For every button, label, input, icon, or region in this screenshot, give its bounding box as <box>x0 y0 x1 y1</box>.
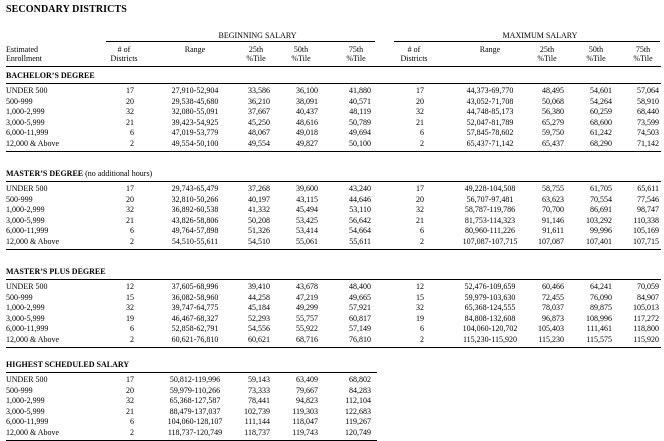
cell-b-n: 20 <box>126 385 134 395</box>
cell-m-n: 15 <box>416 292 424 302</box>
cell-b-50: 36,100 <box>296 86 318 95</box>
cell-m-50: 68,290 <box>590 139 612 148</box>
cell-m-25: 107,087 <box>538 237 564 246</box>
section-title-text: HIGHEST SCHEDULED SALARY <box>6 360 130 369</box>
cell-m-50: 54,601 <box>590 86 612 95</box>
cell-b-25: 39,410 <box>248 282 270 291</box>
cell-m-50: 99,996 <box>590 226 612 236</box>
cell-m-n: 21 <box>416 117 424 127</box>
cell-b-25: 51,326 <box>248 226 270 236</box>
cell-b-n: 2 <box>130 237 134 246</box>
cell-m-n: 17 <box>416 184 424 193</box>
cell-m-25: 91,611 <box>542 226 564 236</box>
cell-m-75: 73,599 <box>637 117 659 127</box>
cell-m-25: 91,146 <box>542 215 564 225</box>
cell-label: 1,000-2,999 <box>6 205 45 215</box>
cell-b-75: 60,817 <box>349 313 371 323</box>
cell-b-n: 6 <box>130 324 134 334</box>
cell-m-75: 58,910 <box>637 96 659 106</box>
cell-b-75: 76,810 <box>349 335 371 344</box>
cell-b-25: 45,184 <box>248 303 270 313</box>
maximum-p50-header: 50th %Tile <box>586 45 606 63</box>
cell-b-50: 47,219 <box>296 292 318 302</box>
cell-m-range: 65,368-124,555 <box>464 303 516 313</box>
cell-m-n: 2 <box>420 237 424 246</box>
cell-label: 6,000-11,999 <box>6 324 49 334</box>
maximum-p75-header: 75th %Tile <box>633 45 653 63</box>
cell-b-25: 40,197 <box>248 194 270 204</box>
cell-b-75: 55,611 <box>349 237 371 246</box>
beginning-range-header: Range <box>184 45 206 54</box>
cell-b-range: 36,082-58,960 <box>171 292 219 302</box>
cell-m-25: 58,755 <box>542 184 564 193</box>
cell-b-range: 46,467-68,327 <box>171 313 219 323</box>
cell-m-50: 103,292 <box>586 215 612 225</box>
cell-b-25: 50,208 <box>248 215 270 225</box>
cell-b-50: 55,061 <box>296 237 318 246</box>
cell-b-25: 36,210 <box>248 96 270 106</box>
cell-b-n: 17 <box>126 184 134 193</box>
cell-m-n: 32 <box>416 303 424 313</box>
table-row <box>0 118 664 128</box>
cell-label: 6,000-11,999 <box>6 417 49 427</box>
cell-b-75: 54,664 <box>349 226 371 236</box>
cell-b-n: 32 <box>126 303 134 313</box>
cell-label: UNDER 500 <box>6 282 48 291</box>
cell-m-range: 84,808-132,608 <box>464 313 516 323</box>
cell-m-50: 111,461 <box>586 324 612 334</box>
section-title-text: BACHELOR’S DEGREE <box>6 71 95 80</box>
cell-b-n: 21 <box>126 117 134 127</box>
section-title <box>6 360 129 369</box>
maximum-salary-header: MAXIMUM SALARY <box>502 31 578 40</box>
section-title-text: MASTER’S DEGREE <box>6 169 84 178</box>
cell-b-50: 55,922 <box>296 324 318 334</box>
cell-label: UNDER 500 <box>6 184 48 193</box>
cell-b-range: 32,810-50,266 <box>171 194 219 204</box>
cell-b-range: 47,019-53,779 <box>171 128 219 138</box>
cell-m-n: 20 <box>416 96 424 106</box>
cell-b-25: 48,067 <box>248 128 270 138</box>
cell-b-n: 17 <box>126 375 134 384</box>
cell-b-25: 37,268 <box>248 184 270 193</box>
cell-b-range: 65,368-127,587 <box>169 396 221 406</box>
section-subtitle: (no additional hours) <box>83 169 153 178</box>
section-title-text: MASTER’S PLUS DEGREE <box>6 267 106 276</box>
cell-b-25: 111,144 <box>244 417 270 427</box>
cell-b-n: 32 <box>126 205 134 215</box>
cell-b-n: 20 <box>126 194 134 204</box>
cell-b-n: 32 <box>126 396 134 406</box>
cell-m-50: 64,241 <box>590 282 612 291</box>
enrollment-header: Estimated Enrollment <box>6 45 42 63</box>
maximum-districts-header: # of Districts <box>400 45 428 63</box>
table-row <box>0 417 664 427</box>
cell-b-75: 119,267 <box>345 417 371 427</box>
table-row <box>0 237 664 247</box>
cell-b-25: 54,556 <box>248 324 270 334</box>
cell-label: 6,000-11,999 <box>6 128 49 138</box>
section-title <box>6 169 152 178</box>
cell-b-50: 45,494 <box>296 205 318 215</box>
cell-m-75: 118,800 <box>633 324 659 334</box>
cell-b-50: 63,409 <box>296 375 318 384</box>
cell-b-n: 21 <box>126 406 134 416</box>
cell-m-n: 2 <box>420 139 424 148</box>
cell-b-75: 44,646 <box>349 194 371 204</box>
cell-m-n: 6 <box>420 226 424 236</box>
cell-b-range: 59,979-110,266 <box>169 385 221 395</box>
cell-label: 12,000 & Above <box>6 237 60 246</box>
cell-m-50: 70,554 <box>590 194 612 204</box>
table-row <box>0 282 664 292</box>
cell-b-n: 19 <box>126 313 134 323</box>
cell-b-50: 38,091 <box>296 96 318 106</box>
cell-m-50: 54,264 <box>590 96 612 106</box>
beginning-p75-header: 75th %Tile <box>346 45 366 63</box>
cell-m-75: 57,064 <box>637 86 659 95</box>
cell-b-50: 40,437 <box>296 107 318 117</box>
cell-m-range: 115,230-115,920 <box>462 335 518 344</box>
beginning-p25-header: 25th %Tile <box>246 45 266 63</box>
cell-b-range: 52,858-62,791 <box>171 324 219 334</box>
cell-b-range: 104,060-128,107 <box>167 417 223 427</box>
table-row <box>0 107 664 117</box>
cell-b-range: 43,826-58,806 <box>171 215 219 225</box>
cell-m-range: 65,437-71,142 <box>466 139 514 148</box>
cell-b-25: 118,737 <box>244 428 270 437</box>
cell-b-50: 43,678 <box>296 282 318 291</box>
section-bottom-rule <box>6 151 661 152</box>
cell-b-50: 68,716 <box>296 335 318 344</box>
cell-b-50: 48,616 <box>296 117 318 127</box>
table-row <box>0 139 664 149</box>
table-row <box>0 335 664 345</box>
cell-b-25: 52,293 <box>248 313 270 323</box>
cell-b-25: 44,258 <box>248 292 270 302</box>
cell-b-25: 73,333 <box>248 385 270 395</box>
cell-b-50: 53,414 <box>296 226 318 236</box>
cell-b-range: 29,743-65,479 <box>171 184 219 193</box>
cell-m-range: 57,845-78,602 <box>466 128 514 138</box>
cell-label: 3,000-5,999 <box>6 313 45 323</box>
cell-label: 12,000 & Above <box>6 139 60 148</box>
cell-m-n: 32 <box>416 107 424 117</box>
cell-m-range: 104,060-120,702 <box>462 324 518 334</box>
cell-b-n: 6 <box>130 226 134 236</box>
cell-m-50: 76,090 <box>590 292 612 302</box>
cell-m-25: 70,700 <box>542 205 564 215</box>
cell-m-75: 71,142 <box>637 139 659 148</box>
cell-m-25: 59,750 <box>542 128 564 138</box>
cell-b-25: 41,332 <box>248 205 270 215</box>
cell-label: 500-999 <box>6 385 33 395</box>
cell-m-50: 61,705 <box>590 184 612 193</box>
table-row <box>0 375 664 385</box>
section-bottom-rule <box>6 347 661 348</box>
cell-b-75: 68,802 <box>349 375 371 384</box>
cell-m-75: 107,715 <box>633 237 659 246</box>
section-rule <box>6 83 661 84</box>
cell-m-50: 108,996 <box>586 313 612 323</box>
cell-m-range: 44,748-85,173 <box>466 107 514 117</box>
cell-m-25: 65,437 <box>542 139 564 148</box>
cell-b-75: 57,921 <box>349 303 371 313</box>
cell-label: 500-999 <box>6 194 33 204</box>
cell-m-50: 115,575 <box>586 335 612 344</box>
cell-b-75: 49,665 <box>349 292 371 302</box>
cell-b-75: 57,149 <box>349 324 371 334</box>
cell-label: 1,000-2,999 <box>6 107 45 117</box>
cell-m-25: 65,279 <box>542 117 564 127</box>
table-row <box>0 396 664 406</box>
cell-m-75: 115,920 <box>633 335 659 344</box>
cell-b-75: 43,240 <box>349 184 371 193</box>
maximum-range-header: Range <box>479 45 501 54</box>
cell-label: 3,000-5,999 <box>6 406 45 416</box>
cell-b-range: 50,812-119,996 <box>169 375 221 384</box>
table-row <box>0 216 664 226</box>
cell-b-range: 49,554-50,100 <box>171 139 219 148</box>
cell-m-range: 59,979-103,630 <box>464 292 516 302</box>
cell-m-75: 84,907 <box>637 292 659 302</box>
cell-m-range: 43,052-71,708 <box>466 96 514 106</box>
cell-b-range: 29,538-45,680 <box>171 96 219 106</box>
cell-b-n: 15 <box>126 292 134 302</box>
cell-b-25: 78,441 <box>248 396 270 406</box>
cell-b-n: 2 <box>130 335 134 344</box>
section-bottom-rule <box>6 249 661 250</box>
cell-b-50: 43,115 <box>296 194 318 204</box>
cell-b-n: 2 <box>130 139 134 148</box>
cell-m-75: 110,338 <box>633 215 659 225</box>
cell-m-25: 72,455 <box>542 292 564 302</box>
cell-label: 500-999 <box>6 96 33 106</box>
cell-b-50: 53,425 <box>296 215 318 225</box>
cell-b-50: 119,303 <box>292 406 318 416</box>
cell-m-25: 63,623 <box>542 194 564 204</box>
cell-b-75: 50,100 <box>349 139 371 148</box>
cell-m-25: 48,495 <box>542 86 564 95</box>
page-title: SECONDARY DISTRICTS <box>6 4 127 15</box>
cell-label: 12,000 & Above <box>6 428 60 437</box>
cell-b-25: 49,554 <box>248 139 270 148</box>
cell-label: 3,000-5,999 <box>6 117 45 127</box>
table-row <box>0 184 664 194</box>
cell-b-25: 33,586 <box>248 86 270 95</box>
cell-m-25: 105,403 <box>538 324 564 334</box>
cell-label: 1,000-2,999 <box>6 303 45 313</box>
cell-b-75: 112,104 <box>345 396 371 406</box>
cell-b-75: 40,571 <box>349 96 371 106</box>
cell-b-50: 79,667 <box>296 385 318 395</box>
table-row <box>0 86 664 96</box>
table-row <box>0 97 664 107</box>
cell-b-n: 20 <box>126 96 134 106</box>
table-row <box>0 303 664 313</box>
cell-b-range: 118,737-120,749 <box>167 428 223 437</box>
table-row <box>0 226 664 236</box>
cell-m-n: 20 <box>416 194 424 204</box>
table-row <box>0 324 664 334</box>
cell-b-50: 94,823 <box>296 396 318 406</box>
cell-b-n: 32 <box>126 107 134 117</box>
table-row <box>0 428 664 438</box>
cell-b-75: 56,642 <box>349 215 371 225</box>
cell-b-50: 118,047 <box>292 417 318 427</box>
cell-m-range: 52,476-109,659 <box>464 282 516 291</box>
cell-b-range: 60,621-76,810 <box>171 335 219 344</box>
maximum-p25-header: 25th %Tile <box>537 45 557 63</box>
cell-b-range: 54,510-55,611 <box>171 237 219 246</box>
beginning-salary-header: BEGINNING SALARY <box>218 31 297 40</box>
maximum-group-rule <box>394 41 660 42</box>
header-rule <box>6 66 661 67</box>
cell-b-75: 48,119 <box>349 107 371 117</box>
table-row <box>0 195 664 205</box>
section-rule <box>6 181 661 182</box>
cell-m-50: 60,259 <box>590 107 612 117</box>
cell-m-range: 49,228-104,508 <box>464 184 516 193</box>
cell-label: UNDER 500 <box>6 86 48 95</box>
cell-b-25: 60,621 <box>248 335 270 344</box>
cell-m-25: 50,068 <box>542 96 564 106</box>
cell-m-75: 105,013 <box>633 303 659 313</box>
cell-m-50: 89,875 <box>590 303 612 313</box>
cell-b-75: 48,400 <box>349 282 371 291</box>
cell-b-25: 54,510 <box>248 237 270 246</box>
cell-b-75: 53,110 <box>349 205 371 215</box>
table-row <box>0 128 664 138</box>
cell-b-50: 49,018 <box>296 128 318 138</box>
cell-b-75: 84,283 <box>349 385 371 395</box>
cell-b-50: 55,757 <box>296 313 318 323</box>
cell-m-n: 6 <box>420 324 424 334</box>
cell-m-range: 80,960-111,226 <box>464 226 516 236</box>
cell-m-50: 86,691 <box>590 205 612 215</box>
cell-b-range: 39,747-64,775 <box>171 303 219 313</box>
table-row <box>0 293 664 303</box>
cell-m-75: 70,059 <box>637 282 659 291</box>
cell-label: 500-999 <box>6 292 33 302</box>
cell-label: 6,000-11,999 <box>6 226 49 236</box>
cell-m-n: 32 <box>416 205 424 215</box>
cell-m-75: 74,503 <box>637 128 659 138</box>
cell-b-n: 21 <box>126 215 134 225</box>
section-bottom-rule <box>6 440 377 441</box>
cell-label: 1,000-2,999 <box>6 396 45 406</box>
cell-b-75: 50,789 <box>349 117 371 127</box>
cell-b-25: 37,667 <box>248 107 270 117</box>
section-rule <box>6 372 377 373</box>
cell-m-75: 98,747 <box>637 205 659 215</box>
cell-label: 3,000-5,999 <box>6 215 45 225</box>
cell-m-75: 77,546 <box>637 194 659 204</box>
section-title <box>6 267 106 276</box>
table-row <box>0 314 664 324</box>
cell-b-range: 88,479-137,037 <box>169 406 221 416</box>
cell-b-75: 49,694 <box>349 128 371 138</box>
cell-m-75: 105,169 <box>633 226 659 236</box>
beginning-districts-header: # of Districts <box>110 45 138 63</box>
cell-b-range: 27,910-52,904 <box>171 86 219 95</box>
cell-m-75: 68,440 <box>637 107 659 117</box>
cell-label: 12,000 & Above <box>6 335 60 344</box>
cell-b-n: 17 <box>126 86 134 95</box>
cell-m-range: 107,087-107,715 <box>462 237 518 246</box>
cell-m-range: 58,787-119,786 <box>464 205 516 215</box>
cell-b-50: 49,299 <box>296 303 318 313</box>
cell-b-25: 59,143 <box>248 375 270 384</box>
cell-b-range: 32,080-55,091 <box>171 107 219 117</box>
cell-m-n: 12 <box>416 282 424 291</box>
cell-m-range: 52,047-81,789 <box>466 117 514 127</box>
section-title <box>6 71 95 80</box>
cell-m-50: 107,401 <box>586 237 612 246</box>
cell-m-75: 65,611 <box>637 184 659 193</box>
cell-m-range: 81,753-114,323 <box>464 215 516 225</box>
cell-b-range: 39,423-54,925 <box>171 117 219 127</box>
cell-m-25: 96,873 <box>542 313 564 323</box>
cell-m-75: 117,272 <box>633 313 659 323</box>
cell-m-50: 61,242 <box>590 128 612 138</box>
cell-b-range: 49,764-57,898 <box>171 226 219 236</box>
cell-b-75: 120,749 <box>345 428 371 437</box>
cell-b-75: 122,683 <box>345 406 371 416</box>
cell-m-range: 56,707-97,481 <box>466 194 514 204</box>
cell-b-range: 36,892-60,538 <box>171 205 219 215</box>
section-rule <box>6 279 661 280</box>
cell-b-range: 37,605-68,996 <box>171 282 219 291</box>
cell-m-n: 19 <box>416 313 424 323</box>
cell-b-25: 45,250 <box>248 117 270 127</box>
cell-m-50: 68,600 <box>590 117 612 127</box>
cell-m-n: 6 <box>420 128 424 138</box>
cell-b-n: 6 <box>130 417 134 427</box>
cell-b-n: 6 <box>130 128 134 138</box>
beginning-group-rule <box>106 41 375 42</box>
cell-b-75: 41,880 <box>349 86 371 95</box>
cell-b-n: 12 <box>126 282 134 291</box>
cell-m-range: 44,373-69,770 <box>466 86 514 95</box>
cell-m-n: 17 <box>416 86 424 95</box>
cell-m-n: 21 <box>416 215 424 225</box>
cell-b-25: 102,739 <box>244 406 270 416</box>
cell-m-25: 78,037 <box>542 303 564 313</box>
cell-m-n: 2 <box>420 335 424 344</box>
beginning-p50-header: 50th %Tile <box>291 45 311 63</box>
cell-b-50: 119,743 <box>292 428 318 437</box>
cell-m-25: 56,380 <box>542 107 564 117</box>
cell-label: UNDER 500 <box>6 375 48 384</box>
cell-b-50: 39,600 <box>296 184 318 193</box>
table-row <box>0 386 664 396</box>
table-row <box>0 205 664 215</box>
table-row <box>0 407 664 417</box>
cell-b-n: 2 <box>130 428 134 437</box>
cell-m-25: 60,466 <box>542 282 564 291</box>
cell-b-50: 49,827 <box>296 139 318 148</box>
cell-m-25: 115,230 <box>538 335 564 344</box>
